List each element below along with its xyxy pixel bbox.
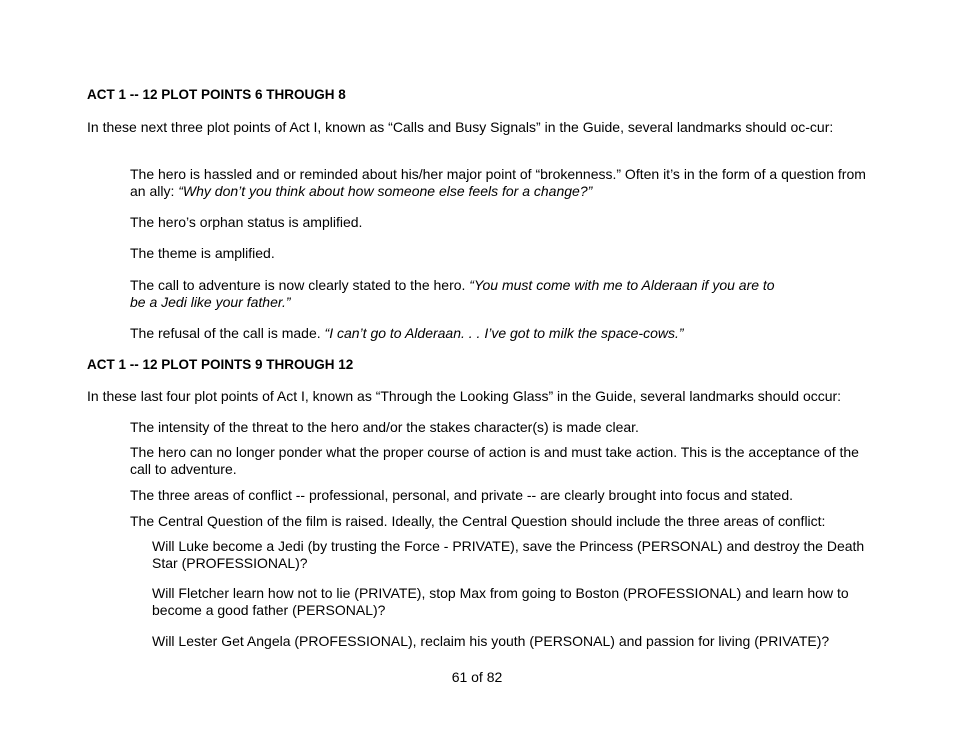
plot-point-item — [130, 245, 870, 262]
plot-point-item: The intensity of the threat to the hero and/or the stakes character(s) is made clear. — [130, 419, 639, 435]
section-heading-plot-points-6-8: ACT 1 -- 12 PLOT POINTS 6 THROUGH 8 — [87, 87, 346, 102]
plot-point-quote: “You must come with me to Alderaan if you are to be a Jedi like your father.” — [130, 277, 775, 310]
plot-point-text: The hero’s orphan status is amplified. — [130, 214, 363, 230]
plot-point-text: The theme is amplified. — [130, 245, 275, 261]
plot-point-item: The Central Question of the film is raised. Ideally, the Central Question should include the three areas of conflict: — [130, 513, 826, 529]
plot-point-item: The three areas of conflict -- professional, personal, and private -- are clearly brought into focus and stated. — [130, 487, 794, 503]
plot-point-text: The refusal of the call is made. — [130, 325, 325, 341]
plot-point-item — [130, 325, 870, 342]
plot-point-text: The call to adventure is now clearly stated to the hero. — [130, 277, 470, 293]
plot-point-item — [130, 166, 870, 200]
central-question-example: Will Luke become a Jedi (by trusting the Force - PRIVATE), save the Princess (PERSONAL) and destroy the Death Star (PROFESSIONAL)? — [152, 538, 865, 571]
section-intro-paragraph: In these next three plot points of Act I, known as “Calls and Busy Signals” in the Guide, several landmarks should oc-cur: — [87, 119, 834, 135]
section-heading-plot-points-9-12: ACT 1 -- 12 PLOT POINTS 9 THROUGH 12 — [87, 357, 354, 372]
plot-point-quote: “Why don’t you think about how someone else feels for a change?” — [178, 183, 593, 199]
plot-point-text: The hero is hassled and or reminded about his/her major point of “brokenness.” Often it’s in the form of a question from an ally: — [130, 166, 866, 199]
central-question-example: Will Fletcher learn how not to lie (PRIVATE), stop Max from going to Boston (PROFESSIONAL) and learn how to become a good father (PERSONAL)? — [152, 585, 849, 618]
plot-point-quote: “I can’t go to Alderaan. . . I’ve got to milk the space-cows.” — [324, 325, 684, 341]
section-intro-paragraph: In these last four plot points of Act I, known as “Through the Looking Glass” in the Guide, several landmarks should occur: — [87, 388, 842, 404]
page-number: 61 of 82 — [451, 669, 503, 685]
plot-point-item — [130, 277, 790, 311]
plot-point-item: The hero can no longer ponder what the proper course of action is and must take action. This is the acceptance of the call to adventure. — [130, 444, 859, 477]
central-question-example: Will Lester Get Angela (PROFESSIONAL), reclaim his youth (PERSONAL) and passion for living (PRIVATE)? — [152, 633, 830, 649]
plot-point-item — [130, 214, 870, 231]
